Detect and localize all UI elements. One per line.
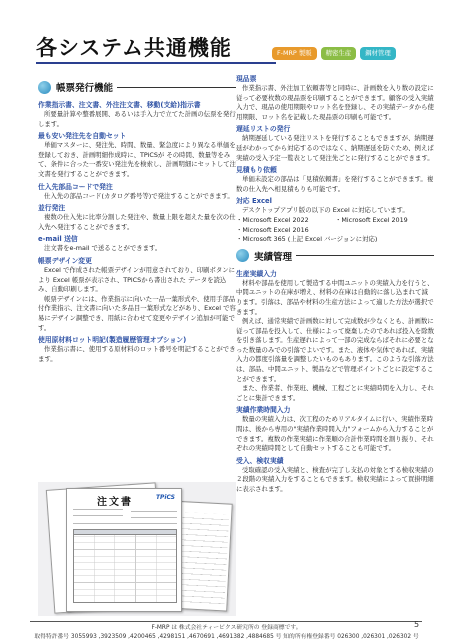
item-text: 納期遅延している発注リストを発行することもできますが、納期遅延がわかってから対応するのではなく、納期遅延を防ぐため、例えば実績の受入予定一覧表として発注先ごとに発行することができます。 xyxy=(236,134,434,162)
excel-version-list xyxy=(236,216,434,245)
bullet-ball-icon xyxy=(38,81,51,94)
item-text: 材料や部品を使用して製造する中間ユニットの実績入力を行うと、中間ユニットの在庫が増え、材料の在庫は自動的に落し込まれて減ります。引落は、部品や材料の生産方法によって適した方法が選択できます。 xyxy=(236,278,434,316)
item-text: 受取確認の受入実績と、検査が完了し支払の対象とする検収実績の２段階の実績入力をすることもできます。検収実績によって買掛明細に表示されます。 xyxy=(236,465,434,493)
item-heading: e-mail 送信 xyxy=(38,235,78,244)
item-text: デスクトップアプリ版の以下の Excel に対応しています。 xyxy=(242,206,409,215)
item-work-time xyxy=(236,405,434,453)
item-receipt-inspection xyxy=(236,456,434,495)
order-form-table-header xyxy=(73,529,177,535)
item-supplier-code xyxy=(38,182,236,202)
item-heading: 作業指示書、注文書、外注注文書、移動(支給)指示書 xyxy=(38,101,201,109)
page-header xyxy=(0,0,453,62)
item-heading: 並行発注 xyxy=(38,204,66,213)
item-text: 注文書をe-mail で送ることができます。 xyxy=(44,244,162,253)
item-quote-request xyxy=(236,165,434,194)
item-parallel-order xyxy=(38,203,236,232)
item-text: 複数の仕入先に比率分割した発注や、数量上限を超えた量を次の仕入先へ発注することができます。 xyxy=(38,213,236,231)
item-text: 単価マスターに、発注先、時間、数量、緊急度により異なる単価を登録しておき、計画明細作成時に、TPiCSが その時間、数量等をみて、条件に合った一番安い発注先を検索し、計画明細にセットして注文書を発行することができます。 xyxy=(38,141,236,178)
item-heading: 最も安い発注先を自動セット xyxy=(38,132,127,141)
item-heading: 生産実績入力 xyxy=(236,269,277,278)
section-rule xyxy=(117,87,236,88)
item-heading: 受入、検収実績 xyxy=(236,456,284,465)
item-email xyxy=(38,234,236,254)
order-form-table xyxy=(73,529,177,603)
item-text: 作業指示書、外注加工依頼書等と同時に、計画数を入り数の設定に従って必要枚数の現品票を印刷することができます。顧客の受入実績入力で、現品の使用期限やロット名を登録し、その実績データから使用期限、ロット名を記載した現品票の印刷も可能です。 xyxy=(236,84,434,121)
item-work-order xyxy=(38,100,236,129)
item-heading: 使用原材料ロット明記(製造履歴管理オプション) xyxy=(38,336,187,345)
excel-version xyxy=(335,226,434,236)
item-heading: 見積もり依頼 xyxy=(236,166,277,175)
item-text: 作業指示書に、使用する原材料のロット番号を明記することができます。 xyxy=(38,345,236,363)
tag-steel: 鋼材管理 xyxy=(360,47,396,60)
item-text: 仕入先の部品コード(カタログ番号等)で発注することができます。 xyxy=(44,191,234,200)
item-delay-list xyxy=(236,124,434,163)
item-text: 例えば、通常実績で計画数に対して完成数が少なくとも、計画数に従って部品を投入して、仕様によって廃棄したのであれば投入を除数を引き落します。生産遅れによって一部の完成ならばそれに必要となった数量のみでの引落でよいです。また、液体や気体であれば、実績入力の都度引落量を調整したいものもあります。このような引落方法は、部品、中間ユニット、製品などで管理ポイントごとに設定することができます。 xyxy=(236,317,434,383)
item-text: 数量の実績入力は、次工程のためリアルタイムに行い、実績作業時間は、後から専用の"実績作業時間入力"フォームから入力することができます。複数の作業実績に作業順の合計作業時間を割り振り、それぞれの実績時間として自動セットすることも可能です。 xyxy=(236,415,434,453)
section-title-practical: 実績管理 xyxy=(254,251,293,263)
tpics-logo: TPiCS xyxy=(155,494,175,501)
bullet-ball-icon xyxy=(236,249,249,262)
page-number: 5 xyxy=(414,620,420,629)
item-text: Excel で作成された帳票デザインが用意されており、印刷ボタンにより Excel 帳票が表示され、TPiCSから書出された データを読込み、自動印刷します。 xyxy=(38,265,236,294)
section-practical xyxy=(236,249,434,263)
left-column xyxy=(38,76,236,366)
item-excel-support xyxy=(236,196,434,244)
right-column xyxy=(236,74,434,497)
item-heading: 対応 Excel xyxy=(236,197,272,206)
patent-note: 取得特許番号 3055993 ,3923509 ,4200465 ,4298151 ,4670691 ,4691382 ,4884685 号 知的所有権登録番号 026300 ,026301 ,026302 号 xyxy=(34,634,419,640)
item-heading: 遅延リストの発行 xyxy=(236,125,291,134)
item-text: 所要量計算や整番展開、あるいは手入力で立てた計画の伝票を発行します。 xyxy=(38,110,236,128)
item-material-lot xyxy=(38,335,236,364)
form-line xyxy=(73,509,123,510)
item-cheapest-supplier xyxy=(38,131,236,179)
excel-version: ・Microsoft Excel 2016 xyxy=(236,225,309,234)
excel-version: ・Microsoft Excel 2022 xyxy=(236,215,309,224)
item-text: 単価未設定の部品は「見積依頼書」を発行することができます。複数の仕入先へ相見積もりも可能です。 xyxy=(236,175,434,193)
order-form-sheet xyxy=(66,488,182,612)
section-form-issue xyxy=(38,80,236,94)
product-tags xyxy=(272,47,396,60)
order-form-illustration xyxy=(38,482,236,616)
excel-version: ・Microsoft 365 (上記 Excel バージョンに対応) xyxy=(236,235,378,244)
form-line xyxy=(131,511,177,512)
form-line xyxy=(73,515,123,516)
order-form-title: 注文書 xyxy=(97,497,133,508)
excel-version: ・Microsoft Excel 2019 xyxy=(335,215,408,224)
item-product-label xyxy=(236,74,434,122)
page-title: 各システム共通機能 xyxy=(36,36,232,60)
trademark-note: F-MRP は 株式会社ティーピクス研究所の 登録商標です。 xyxy=(151,625,302,631)
section-rule xyxy=(296,255,434,256)
item-production-entry xyxy=(236,269,434,404)
item-heading: 仕入先部品コードで発注 xyxy=(38,182,113,191)
item-form-design xyxy=(38,256,236,333)
form-line xyxy=(73,523,177,524)
item-text: 帳票デザインには、作業指示に向いた一品一葉形式や、使用手部品付作業指示、注文書に向いた多品目一葉形式などがあり、Excel で容易にデザイン調整でき、用紙に合わせて変更やデザイン追加が可能です。 xyxy=(38,294,236,332)
item-heading: 実績作業時間入力 xyxy=(236,406,291,415)
item-heading: 現品票 xyxy=(236,75,257,83)
tag-precision: 精密生産 xyxy=(321,47,357,60)
section-title-form: 帳票発行機能 xyxy=(56,83,114,94)
item-heading: 帳票デザイン変更 xyxy=(38,256,92,265)
form-line xyxy=(131,517,177,518)
title-underline xyxy=(36,62,276,64)
tag-fmrp: F-MRP 製販 xyxy=(272,47,317,60)
item-text: また、作業者、作業班、機械、工程ごとに実績時間を入力し、それごとに集計できます。 xyxy=(236,384,434,402)
